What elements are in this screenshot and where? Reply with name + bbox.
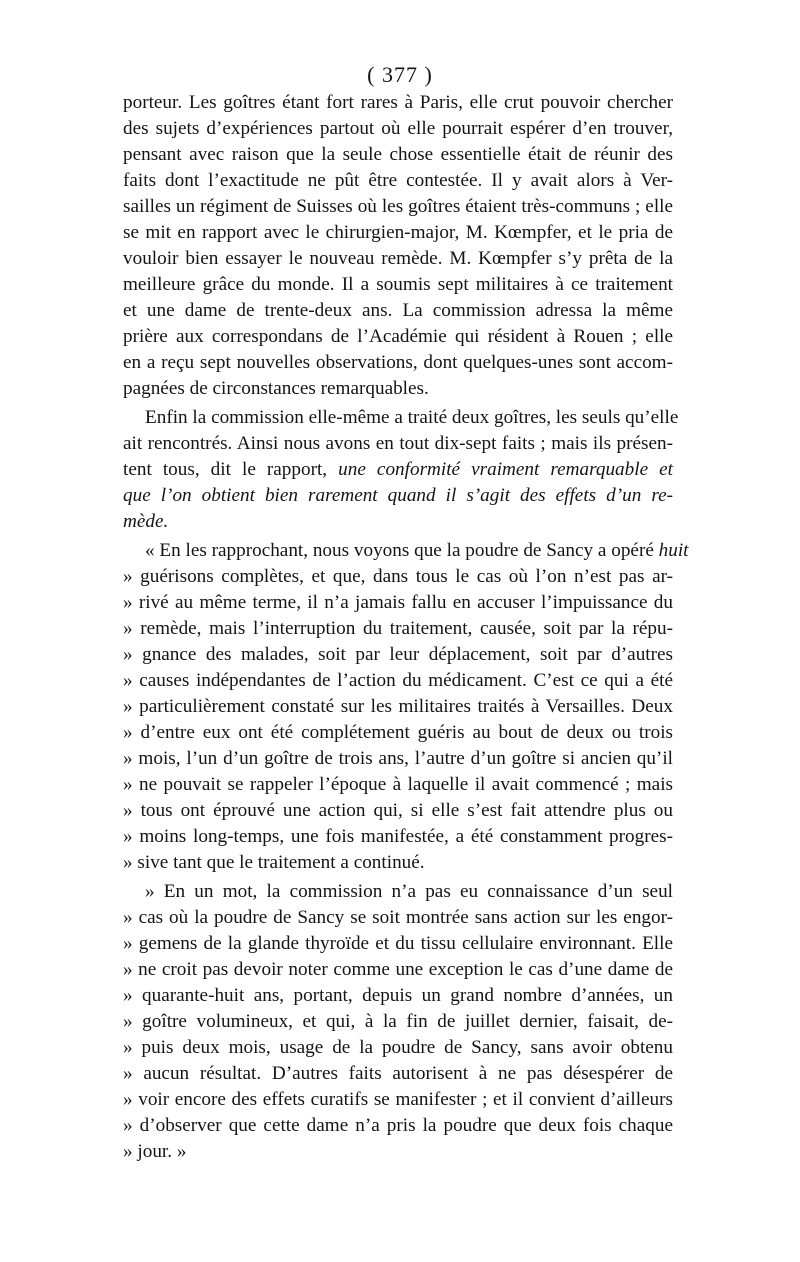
text-line: » causes indépendantes de l’action du médicament. C’est ce qui a été <box>123 670 673 691</box>
italic-fragment: que l’on obtient bien rarement quand il s’agit des effets d’un re- <box>123 485 673 506</box>
body-text <box>123 90 689 1165</box>
text-line <box>123 538 689 564</box>
text-line <box>123 483 673 509</box>
text-line: » En un mot, la commission n’a pas eu connaissance d’un seul <box>145 881 673 902</box>
text-line: » particulièrement constaté sur les militaires traités à Versailles. Deux <box>123 696 673 717</box>
text-line: des sujets d’expériences partout où elle pourrait espérer d’en trouver, <box>123 118 673 139</box>
text-line: » moins long-temps, une fois manifestée, a été constamment progres- <box>123 826 673 847</box>
text-line: » quarante-huit ans, portant, depuis un grand nombre d’années, un <box>123 985 673 1006</box>
text-line: pagnées de circonstances remarquables. <box>123 378 429 399</box>
text-line: ait rencontrés. Ainsi nous avons en tout dix-sept faits ; mais ils présen- <box>123 433 673 454</box>
text-line: » puis deux mois, usage de la poudre de Sancy, sans avoir obtenu <box>123 1037 673 1058</box>
italic-fragment: mède. <box>123 511 169 532</box>
text-line: faits dont l’exactitude ne pût être contestée. Il y avait alors à Ver- <box>123 170 673 191</box>
paragraph-1 <box>123 90 673 402</box>
text-line: » cas où la poudre de Sancy se soit montrée sans action sur les engor- <box>123 907 673 928</box>
text-line: » guérisons complètes, et que, dans tous le cas où l’on n’est pas ar- <box>123 566 673 587</box>
text-line: prière aux correspondans de l’Académie qui résident à Rouen ; elle <box>123 326 673 347</box>
text-line: » sive tant que le traitement a continué. <box>123 852 425 873</box>
text-line: » tous ont éprouvé une action qui, si elle s’est fait attendre plus ou <box>123 800 673 821</box>
text-line: » remède, mais l’interruption du traitement, causée, soit par la répu- <box>123 618 673 639</box>
text-line: Enfin la commission elle-même a traité deux goîtres, les seuls qu’elle <box>145 407 679 428</box>
text-line: et une dame de trente-deux ans. La commission adressa la même <box>123 300 673 321</box>
text-line <box>123 457 673 483</box>
text-line: porteur. Les goîtres étant fort rares à Paris, elle crut pouvoir chercher <box>123 92 673 113</box>
text-line: » jour. » <box>123 1141 187 1162</box>
text-line: » ne pouvait se rappeler l’époque à laquelle il avait commencé ; mais <box>123 774 673 795</box>
paragraph-4 <box>123 879 673 1165</box>
italic-fragment: une conformité vraiment remarquable et <box>338 459 673 480</box>
text-line: » aucun résultat. D’autres faits autorisent à ne pas désespérer de <box>123 1063 673 1084</box>
text-line: vouloir bien essayer le nouveau remède. M. Kœmpfer s’y prêta de la <box>123 248 673 269</box>
text-fragment: tent tous, dit le rapport, <box>123 459 328 480</box>
text-line: se mit en rapport avec le chirurgien-major, M. Kœmpfer, et le pria de <box>123 222 673 243</box>
text-line: » d’observer que cette dame n’a pris la poudre que deux fois chaque <box>123 1115 673 1136</box>
page-number: ( 377 ) <box>367 62 433 87</box>
text-line: en a reçu sept nouvelles observations, dont quelques-unes sont accom- <box>123 352 673 373</box>
text-line: » voir encore des effets curatifs se manifester ; et il convient d’ailleurs <box>123 1089 673 1110</box>
paragraph-3 <box>123 538 689 876</box>
text-line: » mois, l’un d’un goître de trois ans, l’autre d’un goître si ancien qu’il <box>123 748 673 769</box>
text-line: pensant avec raison que la seule chose essentielle était de réunir des <box>123 144 673 165</box>
text-line: » gemens de la glande thyroïde et du tissu cellulaire environnant. Elle <box>123 933 673 954</box>
text-line: meilleure grâce du monde. Il a soumis sept militaires à ce traitement <box>123 274 673 295</box>
italic-fragment: huit <box>658 540 689 561</box>
text-line: » goître volumineux, et qui, à la fin de juillet dernier, faisait, de- <box>123 1011 673 1032</box>
text-line: » rivé au même terme, il n’a jamais fallu en accuser l’impuissance du <box>123 592 673 613</box>
text-line: » d’entre eux ont été complétement guéris au bout de deux ou trois <box>123 722 673 743</box>
text-line <box>123 509 673 535</box>
paragraph-2 <box>123 405 679 535</box>
text-line: sailles un régiment de Suisses où les goîtres étaient très-communs ; elle <box>123 196 673 217</box>
text-line: » gnance des malades, soit par leur déplacement, soit par d’autres <box>123 644 673 665</box>
text-line: » ne croit pas devoir noter comme une exception le cas d’une dame de <box>123 959 673 980</box>
text-fragment: « En les rapprochant, nous voyons que la poudre de Sancy a opéré <box>145 540 654 561</box>
